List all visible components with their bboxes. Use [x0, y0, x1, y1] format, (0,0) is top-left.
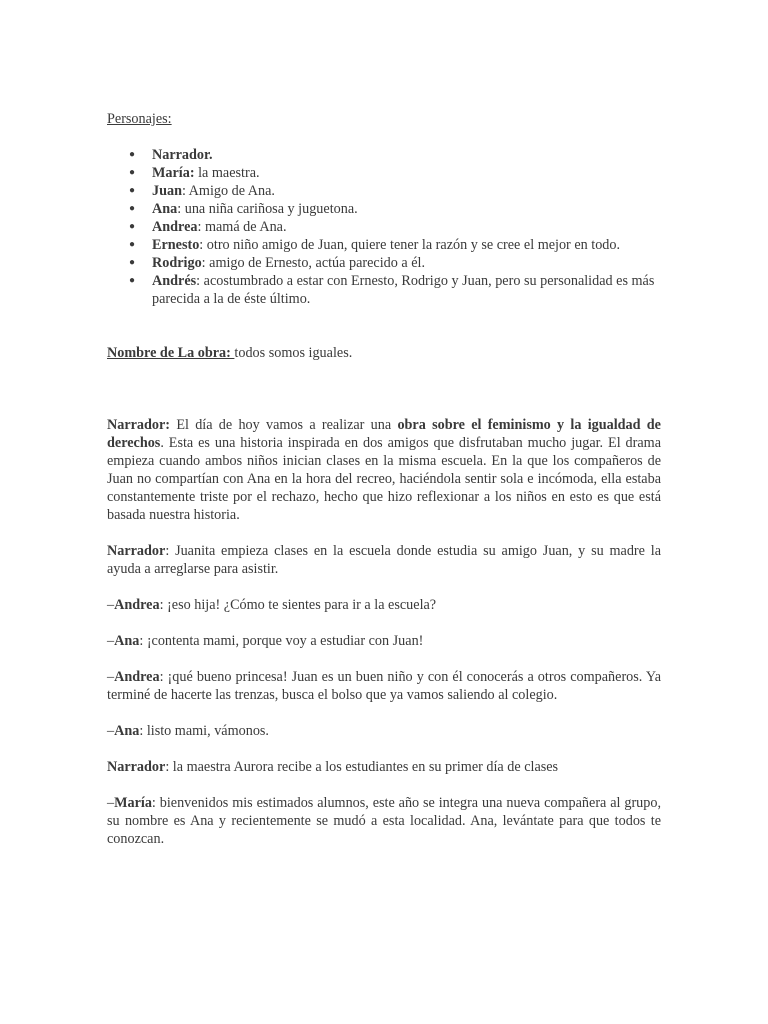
- speaker: María: [114, 795, 152, 811]
- script-paragraph: [107, 596, 661, 614]
- dash: –: [107, 723, 115, 739]
- cast-item: [107, 272, 661, 308]
- cast-desc: : Amigo de Ana.: [181, 183, 275, 199]
- cast-item: [107, 182, 661, 200]
- speaker: Ana: [114, 633, 140, 649]
- bullet-icon: ●: [129, 185, 136, 196]
- bullet-icon: ●: [129, 221, 136, 232]
- cast-name: María:: [152, 165, 195, 181]
- cast-item: [107, 200, 661, 218]
- cast-name: Juan: [152, 183, 182, 199]
- dialogue-text: : listo mami, vámonos.: [139, 723, 269, 739]
- cast-desc: : otro niño amigo de Juan, quiere tener la razón y se cree el mejor en todo.: [199, 237, 621, 253]
- dialogue-text: : Juanita empieza clases en la escuela donde estudia su amigo Juan, y su madre la ayuda a arreglarse para asistir.: [107, 543, 661, 577]
- dialogue-text: . Esta es una historia inspirada en dos amigos que disfrutaban mucho jugar. El drama empieza cuando ambos niños inician clases en la misma escuela. En la que los compañeros de Juan no compartían con Ana en la hora del recreo, haciéndola sentir sola e incómoda, ella estaba constantemente triste por el rechazo, hecho que hizo reflexionar a los niños en esto es que está basada nuestra historia.: [107, 435, 661, 523]
- cast-item: [107, 236, 661, 254]
- cast-name: Andrea: [152, 219, 198, 235]
- personajes-heading: Personajes:: [107, 111, 172, 127]
- cast-name: Narrador.: [152, 147, 213, 163]
- cast-desc: : mamá de Ana.: [197, 219, 287, 235]
- dash: –: [107, 795, 115, 811]
- cast-item: [107, 254, 661, 272]
- play-title-value: todos somos iguales.: [234, 345, 353, 361]
- dialogue-text: : la maestra Aurora recibe a los estudiantes en su primer día de clases: [165, 759, 559, 775]
- play-title: [107, 344, 661, 362]
- dialogue-text: El día de hoy vamos a realizar una: [170, 417, 398, 433]
- speaker: Narrador: [107, 759, 166, 775]
- bullet-icon: ●: [129, 149, 136, 160]
- bullet-icon: ●: [129, 239, 136, 250]
- script-paragraph: [107, 416, 661, 524]
- speaker: Andrea: [114, 669, 160, 685]
- dialogue-text: : bienvenidos mis estimados alumnos, este año se integra una nueva compañera al grupo, su nombre es Ana y recientemente se mudó a esta localidad. Ana, levántate para que todos te conozcan.: [107, 795, 661, 847]
- cast-item: [107, 218, 661, 236]
- dialogue-text: : ¡qué bueno princesa! Juan es un buen niño y con él conocerás a otros compañeros. Ya terminé de hacerte las trenzas, busca el bolso que ya vamos saliendo al colegio.: [107, 669, 661, 703]
- script-paragraph: [107, 722, 661, 740]
- dialogue-text: : ¡contenta mami, porque voy a estudiar con Juan!: [139, 633, 424, 649]
- emphasis-text: obra sobre el feminismo y la igualdad de derechos: [107, 417, 661, 451]
- cast-name: Rodrigo: [152, 255, 202, 271]
- speaker: Andrea: [114, 597, 160, 613]
- script-paragraph: [107, 668, 661, 704]
- document-page: [107, 110, 661, 866]
- dialogue-text: : ¡eso hija! ¿Cómo te sientes para ir a la escuela?: [159, 597, 437, 613]
- cast-item: [107, 164, 661, 182]
- cast-name: Ernesto: [152, 237, 200, 253]
- cast-desc: : acostumbrado a estar con Ernesto, Rodrigo y Juan, pero su personalidad es más parecida a la de éste último.: [152, 273, 655, 307]
- bullet-icon: ●: [129, 257, 136, 268]
- script-paragraph: [107, 758, 661, 776]
- cast-item: [107, 146, 661, 164]
- dash: –: [107, 597, 115, 613]
- cast-list: [107, 146, 661, 308]
- bullet-icon: ●: [129, 203, 136, 214]
- speaker: Narrador: [107, 543, 166, 559]
- bullet-icon: ●: [129, 167, 136, 178]
- cast-name: Ana: [152, 201, 178, 217]
- dash: –: [107, 633, 115, 649]
- dash: –: [107, 669, 115, 685]
- play-title-label: Nombre de La obra:: [107, 345, 235, 361]
- cast-desc: : una niña cariñosa y juguetona.: [177, 201, 358, 217]
- cast-desc: la maestra.: [194, 165, 260, 181]
- script-paragraph: [107, 632, 661, 650]
- speaker: Ana: [114, 723, 140, 739]
- bullet-icon: ●: [129, 275, 136, 286]
- cast-desc: : amigo de Ernesto, actúa parecido a él.: [201, 255, 426, 271]
- cast-name: Andrés: [152, 273, 197, 289]
- script-paragraph: [107, 794, 661, 848]
- script-paragraph: [107, 542, 661, 578]
- speaker: Narrador:: [107, 417, 171, 433]
